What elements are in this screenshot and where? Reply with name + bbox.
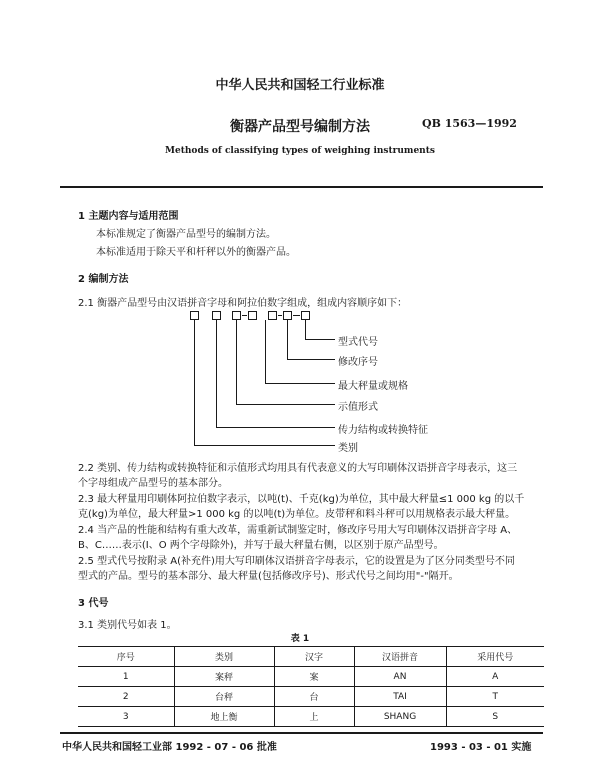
- hyphen: [278, 315, 282, 316]
- leader-line: [305, 339, 335, 340]
- leader-line: [287, 359, 335, 360]
- cell-pinyin: SHANG: [354, 707, 446, 727]
- cell-category: 台秤: [174, 687, 274, 707]
- approval-line: 中华人民共和国轻工业部 1992 - 07 - 06 批准: [62, 742, 277, 753]
- leader-line: [305, 320, 306, 339]
- clause-2-2-line-1: 2.2 类别、传力结构或转换特征和示值形式均用具有代表意义的大写印刷体汉语拼音字母表示，这三: [78, 463, 518, 474]
- clause-2-5-line-1: 2.5 型式代号按附录 A(补充件)用大写印刷体汉语拼音字母表示，它的设置是为了区分同类型号不同: [78, 556, 515, 567]
- label-revision-number: 修改序号: [338, 357, 378, 368]
- table-row: [78, 687, 544, 707]
- category-code-table: [78, 646, 544, 727]
- table-caption: 表 1: [290, 634, 310, 644]
- section-1-paragraph-1: 本标准规定了衡器产品型号的编制方法。: [96, 229, 276, 240]
- section-1-heading: 1 主题内容与适用范围: [78, 211, 179, 222]
- clause-2-5-line-2: 型式的产品。型号的基本部分、最大秤量(包括修改序号)、形式代号之间均用"-"隔开。: [78, 571, 459, 582]
- leader-line: [287, 320, 288, 359]
- standard-number: QB 1563—1992: [422, 117, 517, 130]
- label-category: 类别: [338, 443, 358, 454]
- cell-character: 上: [274, 707, 354, 727]
- code-box-type: [301, 311, 310, 320]
- table-row: [78, 667, 544, 687]
- clause-2-3-line-2: 克(kg)为单位，最大秤量>1 000 kg 的以吨(t)为单位。皮带秤和料斗秤可以用规格表示最大秤量。: [78, 509, 516, 520]
- clause-2-3-line-1: 2.3 最大秤量用印刷体阿拉伯数字表示，以吨(t)、千克(kg)为单位，其中最大秤量≤1 000 kg 的以千: [78, 494, 525, 505]
- table-row: [78, 707, 544, 727]
- effective-date: 1993 - 03 - 01 实施: [430, 742, 532, 753]
- leader-line: [236, 404, 335, 405]
- hyphen: [242, 315, 247, 316]
- cell-category: 地上衡: [174, 707, 274, 727]
- section-2-heading: 2 编制方法: [78, 274, 129, 285]
- clause-2-4-line-1: 2.4 当产品的性能和结构有重大改革，需重新试制鉴定时，修改序号用大写印刷体汉语拼音字母 A、: [78, 525, 518, 536]
- cell-number: 1: [78, 667, 174, 687]
- column-header: 类别: [174, 647, 274, 667]
- header-divider: [60, 186, 543, 188]
- column-header: 汉字: [274, 647, 354, 667]
- cell-pinyin: TAI: [354, 687, 446, 707]
- standard-type: 中华人民共和国轻工行业标准: [215, 78, 385, 93]
- section-1-paragraph-2: 本标准适用于除天平和杆秤以外的衡器产品。: [96, 247, 296, 258]
- column-header: 采用代号: [446, 647, 544, 667]
- cell-pinyin: AN: [354, 667, 446, 687]
- label-indication-form: 示值形式: [338, 402, 378, 413]
- leader-line: [265, 383, 335, 384]
- clause-2-2-line-2: 个字母组成产品型号的基本部分。: [78, 478, 228, 489]
- leader-line: [194, 320, 195, 445]
- cell-code: T: [446, 687, 544, 707]
- clause-3-1: 3.1 类别代号如表 1。: [78, 620, 177, 631]
- label-force-structure: 传力结构或转换特征: [338, 425, 428, 436]
- code-box-category: [190, 311, 199, 320]
- code-box-revision: [283, 311, 292, 320]
- cell-number: 3: [78, 707, 174, 727]
- cell-category: 案秤: [174, 667, 274, 687]
- leader-line: [216, 320, 217, 427]
- leader-line: [194, 445, 335, 446]
- cell-code: S: [446, 707, 544, 727]
- label-max-capacity: 最大秤量或规格: [338, 381, 408, 392]
- clause-2-4-line-2: B、C……表示(I、O 两个字母除外)，并写于最大秤量右侧，以区别于原产品型号。: [78, 540, 444, 551]
- cell-code: A: [446, 667, 544, 687]
- column-header: 汉语拼音: [354, 647, 446, 667]
- leader-line: [265, 320, 266, 383]
- footer-divider: [60, 732, 543, 734]
- cell-number: 2: [78, 687, 174, 707]
- code-box-max-capacity: [248, 311, 257, 320]
- label-type-code: 型式代号: [338, 337, 378, 348]
- hyphen: [293, 315, 300, 316]
- english-title: Methods of classifying types of weighing instruments: [165, 146, 435, 156]
- cell-character: 台: [274, 687, 354, 707]
- leader-line: [216, 427, 335, 428]
- column-header: 序号: [78, 647, 174, 667]
- clause-2-1: 2.1 衡器产品型号由汉语拼音字母和阿拉伯数字组成，组成内容顺序如下：: [78, 298, 408, 309]
- cell-character: 案: [274, 667, 354, 687]
- code-box-structure: [212, 311, 221, 320]
- table-header-row: [78, 647, 544, 667]
- document-title: 衡器产品型号编制方法: [230, 119, 370, 135]
- code-box-indication: [232, 311, 241, 320]
- code-box-capacity-digits: [268, 311, 277, 320]
- section-3-heading: 3 代号: [78, 598, 109, 609]
- leader-line: [236, 320, 237, 404]
